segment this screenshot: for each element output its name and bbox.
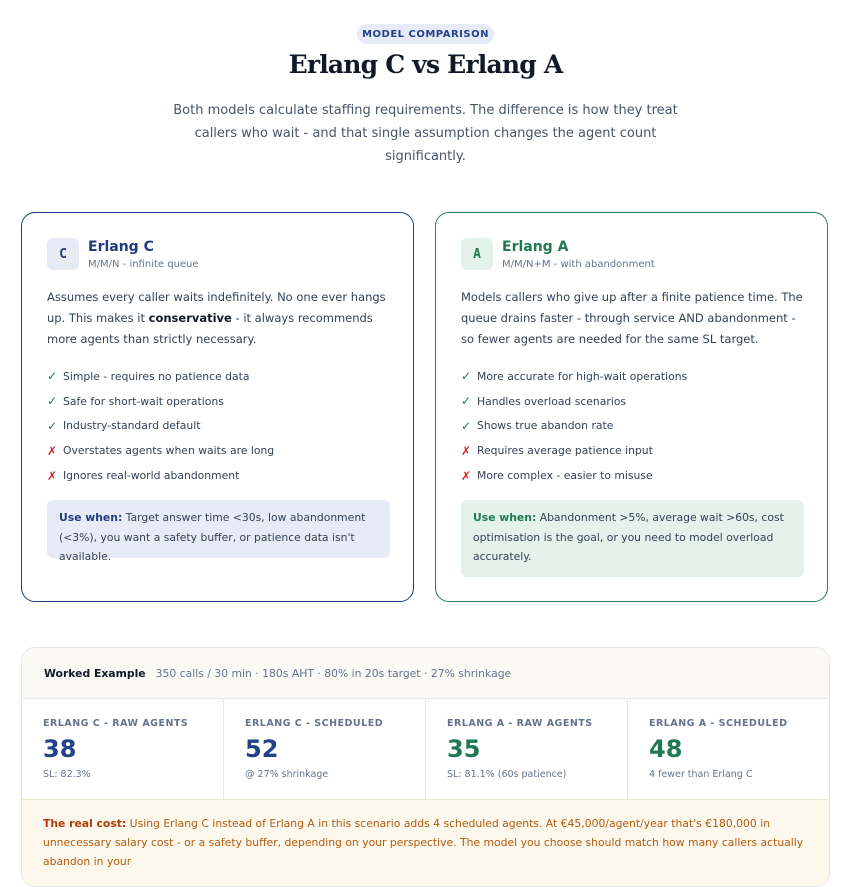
check-icon: ✓ (461, 418, 472, 433)
feature-item (461, 438, 687, 463)
feature-item (461, 414, 687, 439)
erlang-c-card (21, 212, 414, 602)
stat-card (22, 699, 224, 799)
feature-item (461, 364, 687, 389)
erlang-c-logo: C (47, 238, 79, 270)
page-title: Erlang C vs Erlang A (288, 50, 563, 79)
cross-icon: ✗ (461, 468, 472, 483)
check-icon: ✓ (47, 394, 58, 409)
feature-text: Ignores real-world abandonment (63, 469, 240, 483)
real-cost-label: The real cost: (43, 817, 127, 830)
stat-value: 52 (245, 735, 279, 763)
check-icon: ✓ (47, 418, 58, 433)
stat-value: 35 (447, 735, 481, 763)
feature-text: Requires average patience input (477, 444, 653, 458)
feature-item (47, 389, 274, 414)
worked-example-label: Worked Example (44, 666, 146, 680)
intro-text: Both models calculate staffing requirements. The difference is how they treat callers who wait - and that single assumption changes the agent count significantly. (173, 103, 678, 164)
use-when-label: Use when: (59, 511, 123, 524)
description-emphasis: conservative (148, 311, 232, 325)
check-icon: ✓ (47, 369, 58, 384)
worked-example-panel (21, 647, 830, 887)
erlang-c-description (47, 287, 397, 350)
check-icon: ✓ (461, 369, 472, 384)
erlang-a-name: Erlang A (502, 239, 569, 255)
feature-item (47, 414, 274, 439)
stat-label: ERLANG A - RAW AGENTS (447, 718, 593, 729)
real-cost-note (22, 800, 829, 887)
erlang-c-name: Erlang C (88, 239, 154, 255)
feature-text: More complex - easier to misuse (477, 469, 653, 483)
erlang-a-features (461, 364, 687, 488)
cross-icon: ✗ (461, 443, 472, 458)
stat-note: SL: 81.1% (60s patience) (447, 769, 567, 780)
worked-example-params: 350 calls / 30 min · 180s AHT · 80% in 20s target · 27% shrinkage (155, 666, 512, 680)
feature-text: Overstates agents when waits are long (63, 444, 275, 458)
feature-text: Handles overload scenarios (477, 394, 627, 408)
check-icon: ✓ (461, 394, 472, 409)
stat-note: SL: 82.3% (43, 769, 91, 780)
stat-note: 4 fewer than Erlang C (649, 769, 753, 780)
erlang-a-description: Models callers who give up after a finite patience time. The queue drains faster - through service AND abandonment - so fewer agents are needed for the same SL target. (461, 290, 803, 346)
feature-text: More accurate for high-wait operations (477, 369, 688, 383)
use-when-text: Target answer time <30s, low abandonment (<3%), you want a safety buffer, or patience data isn't available. (59, 511, 366, 563)
cross-icon: ✗ (47, 468, 58, 483)
stat-label: ERLANG A - SCHEDULED (649, 718, 788, 729)
stat-label: ERLANG C - RAW AGENTS (43, 718, 189, 729)
erlang-a-subtitle: M/M/N+M - with abandonment (502, 259, 655, 270)
erlang-a-card (435, 212, 828, 602)
worked-example-stats (22, 699, 829, 800)
erlang-a-logo: A (461, 238, 493, 270)
use-when-text: Abandonment >5%, average wait >60s, cost optimisation is the goal, or you need to model overload accurately. (473, 511, 784, 563)
feature-item (47, 438, 274, 463)
erlang-c-features (47, 364, 274, 488)
section-badge: MODEL COMPARISON (357, 24, 494, 44)
feature-item (461, 463, 687, 488)
erlang-c-subtitle: M/M/N - infinite queue (88, 259, 199, 270)
feature-item (47, 463, 274, 488)
feature-text: Shows true abandon rate (477, 419, 614, 433)
erlang-a-use-when (461, 500, 804, 577)
feature-item (47, 364, 274, 389)
erlang-c-use-when (47, 500, 390, 563)
stat-label: ERLANG C - SCHEDULED (245, 718, 384, 729)
stat-note: @ 27% shrinkage (245, 769, 329, 780)
feature-item (461, 389, 687, 414)
feature-text: Industry-standard default (63, 419, 201, 433)
stat-card (628, 699, 829, 799)
stat-value: 48 (649, 735, 683, 763)
cross-icon: ✗ (47, 443, 58, 458)
real-cost-text: Using Erlang C instead of Erlang A in this scenario adds 4 scheduled agents. At €45,000/agent/year that's €180,000 in unnecessary salary cost - or a safety buffer, depending on your perspective. The model you choose should match how many callers actually abandon in your (43, 817, 804, 868)
use-when-label: Use when: (473, 511, 537, 524)
feature-text: Safe for short-wait operations (63, 394, 224, 408)
feature-text: Simple - requires no patience data (63, 369, 250, 383)
stat-value: 38 (43, 735, 77, 763)
description-text: Assumes every caller waits indefinitely. No one ever hangs up. This makes it (47, 290, 386, 325)
stat-card (426, 699, 628, 799)
stat-card (224, 699, 426, 799)
description-text: - it always recommends more agents than strictly necessary. (47, 311, 373, 346)
worked-example-header (22, 648, 829, 699)
